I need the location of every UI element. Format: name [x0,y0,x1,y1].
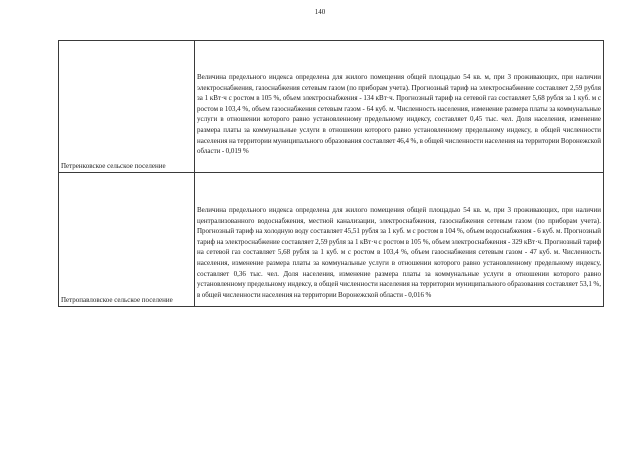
description-cell [195,41,604,173]
settlement-cell [59,173,195,307]
table-row [59,41,604,173]
description-cell [195,173,604,307]
table-row [59,173,604,307]
settlement-cell [59,41,195,173]
tariff-index-table [58,40,604,307]
settlement-name: Петренковское сельское поселение [61,162,166,171]
settlement-name: Петропавловское сельское поселение [61,296,173,305]
page-number: 140 [314,8,326,16]
index-description: Величина предельного индекса определена для жилого помещения общей площадью 54 кв. м, при 3 проживающих, при наличии централизованного водоснабжения, местной канализации, электроснабжения, газоснабжения сетевым газом (по приборам учета). Прогнозный тариф на холодную воду составляет 45,51 рубля за 1 куб. м с ростом в 104 %, объем водоснабжения - 6 куб. м. Прогнозный тариф на электроснабжение составляет 2,59 рубля за 1 кВт·ч с ростом в 105 %, объем электроснабжения - 329 кВт·ч. Прогнозный тариф на сетевой газ составляет 5,68 рубля за 1 куб. м с ростом в 103,4 %, объем газоснабжения сетевым газом - 47 куб. м. Численность населения, изменение размера платы за коммунальные услуги в отношении которого равно установленному предельному индексу, составляет 0,36 тыс. чел. Доля населения, изменение размера платы за коммунальные услуги в отношении которого равно установленному предельному индексу, в общей численности населения на территории муниципального образования составляет 53,1 %, в общей численности населения на территории Воронежской области - 0,016 % [197,206,601,299]
index-description: Величина предельного индекса определена для жилого помещения общей площадью 54 кв. м, при 3 проживающих, при наличии электроснабжения, газоснабжения сетевым газом (по приборам учета). Прогнозный тариф на электроснабжение составляет 2,59 рубля за 1 кВт·ч с ростом в 105 %, объем электроснабжения - 134 кВт·ч. Прогнозный тариф на сетевой газ составляет 5,68 рубля за 1 куб. м с ростом в 103,4 %, объем газоснабжения сетевым газом - 64 куб. м. Численность населения, изменение размера платы за коммунальные услуги в отношении которого равно установленному предельному индексу, составляет 0,45 тыс. чел. Доля населения, изменение размера платы за коммунальные услуги в отношении которого равно установленному предельному индексу, в общей численности населения на территории муниципального образования составляет 46,4 %, в общей численности населения на территории Воронежской области - 0,019 % [197,73,601,156]
